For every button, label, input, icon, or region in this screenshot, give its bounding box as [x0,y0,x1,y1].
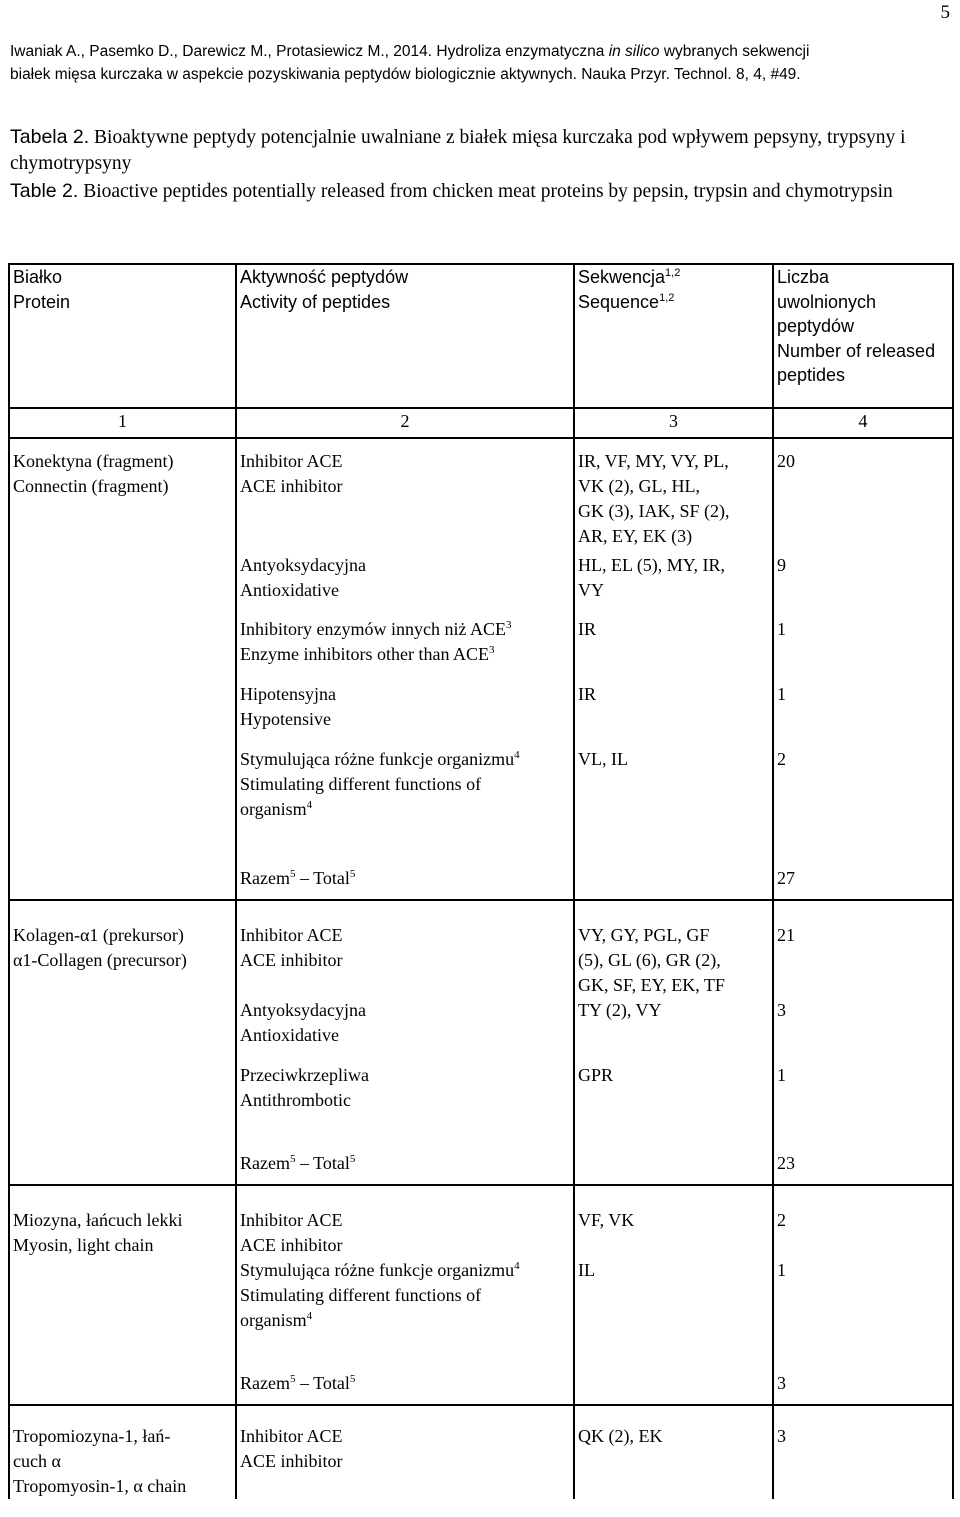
caption-polish-text: Bioaktywne peptydy potencjalnie uwalniane z białek mięsa kurczaka pod wpływem pepsyny, trypsyny i chymotrypsyny [10,127,906,174]
citation [10,40,955,86]
column-index-4: 4 [773,408,953,438]
total-sup: 5 [349,868,356,880]
total-label-pl: Razem [240,868,290,888]
header-activity-en: Activity of peptides [240,292,391,312]
header-sequence [574,264,773,408]
caption-polish [10,124,955,177]
sequence-cell [574,617,773,682]
sequence-line: IL [578,1260,595,1280]
header-protein-en: Protein [13,292,71,312]
activity-cell [236,1063,574,1128]
activity-cell [236,438,574,553]
header-count-line-4: Number of released [777,340,936,361]
count-cell: 9 [773,553,953,617]
activity-sup: 4 [306,799,313,811]
column-index-2: 2 [236,408,574,438]
total-label [236,1348,574,1405]
table-body [9,438,953,1499]
sequence-line: TY (2), VY [578,1000,662,1020]
citation-line-2: białek mięsa kurczaka w aspekcie pozyskiwania peptydów biologicznie aktywnych. Nauka Przyr. Technol. 8, 4, #49. [10,66,801,83]
sequence-line: AR, EY, EK (3) [578,526,693,546]
sequence-cell [574,438,773,553]
citation-line-1-end: wybranych sekwencji [659,43,810,60]
sequence-line: GPR [578,1065,614,1085]
peptides-table [8,263,954,1499]
header-sequence-pl-sup: 1,2 [665,267,681,279]
activity-line: Antioxidative [240,580,339,600]
column-index-1: 1 [9,408,236,438]
total-label-en: Total [313,1373,350,1393]
sequence-line: GK (3), IAK, SF (2), [578,501,730,521]
activity-line: Inhibitor ACE [240,925,343,945]
count-cell: 1 [773,682,953,747]
activity-line: Hypotensive [240,709,331,729]
total-value: 3 [773,1348,953,1405]
protein-name: Konektyna (fragment) [13,451,174,471]
header-sequence-en-sup: 1,2 [659,292,675,304]
total-sup: 5 [289,868,296,880]
header-count-line-1: Liczba [777,267,830,287]
protein-name: Myosin, light chain [13,1235,154,1255]
activity-line: organism$^4$ [240,1310,313,1330]
total-label [236,1128,574,1185]
citation-line-1-start: Iwaniak A., Pasemko D., Darewicz M., Protasiewicz M., 2014. Hydroliza enzymatyczna [10,43,609,60]
total-label-pl: Razem [240,1153,290,1173]
count-cell: 2 [773,747,953,829]
activity-line: Antyoksydacyjna [240,555,366,575]
activity-cell [236,1258,574,1348]
activity-sup: 4 [306,1310,313,1322]
header-sequence-pl-text: Sekwencja [578,267,666,287]
count-cell: 1 [773,1063,953,1128]
protein-name: Connectin (fragment) [13,476,169,496]
activity-line: Inhibitor ACE [240,1210,343,1230]
activity-line: Stimulating different functions of [240,774,482,794]
total-label-pl: Razem [240,1373,290,1393]
count-cell: 20 [773,438,953,553]
header-count-line-5: peptides [777,365,846,385]
page-number: 5 [940,2,950,23]
protein-cell [9,1405,236,1499]
activity-sup: 4 [514,749,520,761]
sequence-cell [574,900,773,998]
protein-name: Miozyna, łańcuch lekki [13,1210,183,1230]
caption-english-prefix: Table 2. [10,180,79,202]
sequence-line: QK (2), EK [578,1426,663,1446]
activity-sup: 3 [505,619,512,631]
table-header [9,264,953,438]
activity-line: ACE inhibitor [240,950,343,970]
sequence-line: VY [578,580,604,600]
sequence-line: IR [578,684,596,704]
total-sup: 5 [289,1153,296,1165]
sequence-line: VF, VK [578,1210,635,1230]
table-row [9,1405,953,1499]
activity-line: Antioxidative [240,1025,339,1045]
table-row [9,438,953,553]
protein-cell [9,900,236,1185]
sequence-line: VK (2), GL, HL, [578,476,700,496]
activity-line: Inhibitor ACE [240,451,343,471]
activity-sup: 4 [514,1260,520,1272]
total-dash: – [295,868,314,888]
header-protein-pl: Białko [13,267,63,287]
count-cell: 3 [773,998,953,1063]
activity-cell [236,747,574,829]
activity-line: Stymulująca różne funkcje organizmu$^4$ [240,1260,520,1280]
activity-cell [236,1405,574,1499]
activity-line: ACE inhibitor [240,1235,343,1255]
caption-english [10,178,955,205]
activity-line: Enzyme inhibitors other than ACE$^3$ [240,644,495,664]
count-cell: 2 [773,1185,953,1258]
activity-cell [236,998,574,1063]
total-sequence-blank [574,829,773,900]
header-protein [9,264,236,408]
count-cell: 1 [773,617,953,682]
sequence-cell [574,682,773,747]
sequence-cell [574,998,773,1063]
protein-name: α1-Collagen (precursor) [13,950,187,970]
total-sequence-blank [574,1348,773,1405]
count-cell: 21 [773,900,953,998]
total-value: 27 [773,829,953,900]
caption-polish-prefix: Tabela 2. [10,126,90,148]
sequence-cell [574,747,773,829]
sequence-line: VY, GY, PGL, GF [578,925,710,945]
sequence-line: IR, VF, MY, VY, PL, [578,451,729,471]
activity-cell [236,617,574,682]
column-index-3: 3 [574,408,773,438]
citation-italic: in silico [608,43,660,60]
sequence-line: GK, SF, EY, EK, TF [578,975,725,995]
sequence-cell [574,1258,773,1348]
total-label [236,829,574,900]
total-sequence-blank [574,1128,773,1185]
count-cell: 1 [773,1258,953,1348]
total-sup: 5 [289,1373,296,1385]
activity-cell [236,553,574,617]
count-cell: 3 [773,1405,953,1499]
protein-cell [9,1185,236,1405]
sequence-line: HL, EL (5), MY, IR, [578,555,725,575]
header-count-line-2: uwolnionych [777,291,877,312]
sequence-line: (5), GL (6), GR (2), [578,950,721,970]
total-dash: – [295,1153,314,1173]
activity-cell [236,1185,574,1258]
protein-name: cuch α [13,1451,61,1471]
header-count [773,264,953,408]
header-sequence-pl [578,265,772,290]
sequence-cell [574,1063,773,1128]
activity-line: ACE inhibitor [240,1451,343,1471]
activity-cell [236,900,574,998]
activity-line: Stymulująca różne funkcje organizmu$^4$ [240,749,520,769]
protein-name: Tropomyosin-1, α chain [13,1476,187,1496]
citation-line-1 [10,40,955,63]
activity-line: organism$^4$ [240,799,313,819]
activity-sup: 3 [488,644,495,656]
activity-line: Inhibitor ACE [240,1426,343,1446]
activity-line: Hipotensyjna [240,684,336,704]
total-value: 23 [773,1128,953,1185]
sequence-cell [574,1185,773,1258]
activity-line: Antyoksydacyjna [240,1000,366,1020]
protein-cell [9,438,236,900]
total-label-en: Total [313,1153,350,1173]
activity-line: Stimulating different functions of [240,1285,482,1305]
total-sup: 5 [349,1153,356,1165]
table-row [9,900,953,998]
protein-name: Kolagen-α1 (prekursor) [13,925,184,945]
activity-line: ACE inhibitor [240,476,343,496]
caption-english-text: Bioactive peptides potentially released from chicken meat proteins by pepsin, trypsin and chymotrypsin [78,181,893,202]
activity-line: Inhibitory enzymów innych niż ACE$^3$ [240,619,512,639]
activity-line: Przeciwkrzepliwa [240,1065,369,1085]
total-label-en: Total [313,868,350,888]
activity-line: Antithrombotic [240,1090,351,1110]
total-dash: – [295,1373,314,1393]
sequence-cell [574,1405,773,1499]
sequence-line: VL, IL [578,749,628,769]
header-activity-pl: Aktywność peptydów [240,267,409,287]
sequence-cell [574,553,773,617]
activity-cell [236,682,574,747]
protein-name: Tropomiozyna-1, łań- [13,1426,171,1446]
sequence-line: IR [578,619,596,639]
header-sequence-en [578,290,772,315]
header-count-line-3: peptydów [777,316,855,336]
header-sequence-en-text: Sequence [578,292,660,312]
total-sup: 5 [349,1373,356,1385]
header-activity [236,264,574,408]
table-row [9,1185,953,1258]
